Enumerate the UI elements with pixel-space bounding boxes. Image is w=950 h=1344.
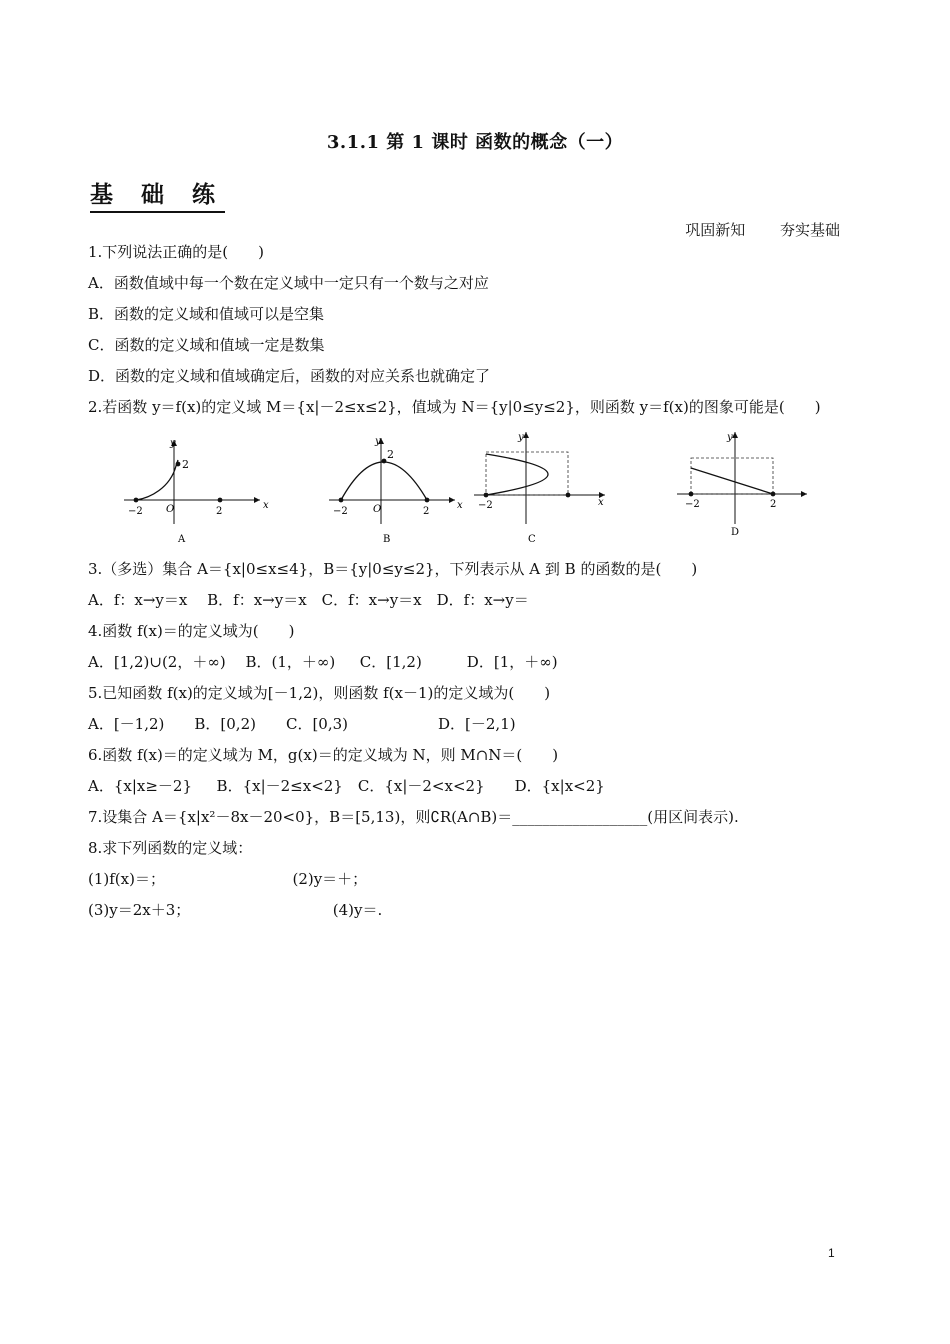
q2-stem: 2.若函数 y＝f(x)的定义域 M＝{x|－2≤x≤2}，值域为 N＝{y|0≤y≤2}，则函数 y＝f(x)的图象可能是( ) — [88, 398, 821, 416]
svg-text:2: 2 — [387, 448, 394, 461]
svg-text:2: 2 — [770, 499, 777, 510]
svg-text:O: O — [373, 504, 382, 515]
graph-d-label: D — [731, 527, 740, 538]
q8-stem: 8.求下列函数的定义域： — [88, 839, 253, 857]
page-title: 3.1.1 第 1 课时 函数的概念（一） — [326, 132, 624, 153]
svg-text:2: 2 — [423, 506, 430, 517]
graph-b — [325, 428, 475, 546]
page-number: 1 — [828, 1246, 835, 1260]
graph-a — [120, 428, 270, 546]
graph-c — [470, 428, 615, 546]
q1-stem: 1.下列说法正确的是( ) — [88, 243, 265, 261]
q5-stem: 5.已知函数 f(x)的定义域为[－1,2)，则函数 f(x－1)的定义域为( ) — [88, 684, 551, 702]
svg-text:−2: −2 — [478, 500, 493, 511]
q6-stem: 6.函数 f(x)＝的定义域为 M，g(x)＝的定义域为 N，则 M∩N＝( ) — [88, 746, 559, 764]
section-tagline: 巩固新知 夯实基础 — [685, 221, 840, 239]
q1-option-b: B．函数的定义域和值域可以是空集 — [88, 305, 325, 323]
svg-text:x: x — [457, 500, 463, 511]
svg-text:−2: −2 — [128, 506, 143, 517]
svg-text:y: y — [518, 432, 524, 443]
q1-option-a: A．函数值域中每一个数在定义域中一定只有一个数与之对应 — [88, 274, 489, 292]
q1-option-c: C．函数的定义域和值域一定是数集 — [88, 336, 325, 354]
svg-text:x: x — [263, 500, 269, 511]
graph-c-label: C — [528, 534, 536, 545]
svg-text:2: 2 — [216, 506, 223, 517]
graph-d — [675, 428, 820, 546]
svg-text:2: 2 — [182, 458, 189, 471]
q8-parts-3-4: (3)y＝2x＋3； (4)y＝. — [88, 901, 383, 919]
q7-stem: 7.设集合 A＝{x|x²－8x－20<0}，B＝[5,13)，则∁R(A∩B)＝__________________(用区间表示). — [88, 808, 739, 826]
q1-option-d: D．函数的定义域和值域确定后，函数的对应关系也就确定了 — [88, 367, 491, 385]
q8-parts-1-2: (1)f(x)＝； (2)y＝＋； — [88, 870, 368, 888]
svg-text:y: y — [170, 438, 176, 449]
q5-options: A．[－1,2) B．[0,2) C．[0,3) D．[－2,1) — [88, 715, 516, 733]
q4-options: A．[1,2)∪(2，＋∞) B．(1，＋∞) C．[1,2) D．[1，＋∞) — [88, 653, 558, 671]
svg-text:x: x — [598, 497, 604, 508]
q3-options: A．f：x→y＝x B．f：x→y＝x C．f：x→y＝x D．f：x→y＝ — [88, 591, 529, 609]
svg-text:−2: −2 — [333, 506, 348, 517]
svg-text:y: y — [375, 436, 381, 447]
graph-b-label: B — [383, 534, 391, 545]
svg-text:y: y — [727, 432, 733, 443]
q6-options: A．{x|x≥－2} B．{x|－2≤x<2} C．{x|－2<x<2} D．{x|x<2} — [88, 777, 605, 795]
section-heading: 基 础 练 — [90, 176, 225, 213]
q3-stem: 3.（多选）集合 A＝{x|0≤x≤4}，B＝{y|0≤y≤2}，下列表示从 A 到 B 的函数的是( ) — [88, 560, 698, 578]
graph-a-label: A — [178, 534, 186, 545]
q4-stem: 4.函数 f(x)＝的定义域为( ) — [88, 622, 295, 640]
svg-text:−2: −2 — [685, 499, 700, 510]
svg-text:O: O — [166, 504, 175, 515]
q2-graph-options — [120, 428, 820, 548]
